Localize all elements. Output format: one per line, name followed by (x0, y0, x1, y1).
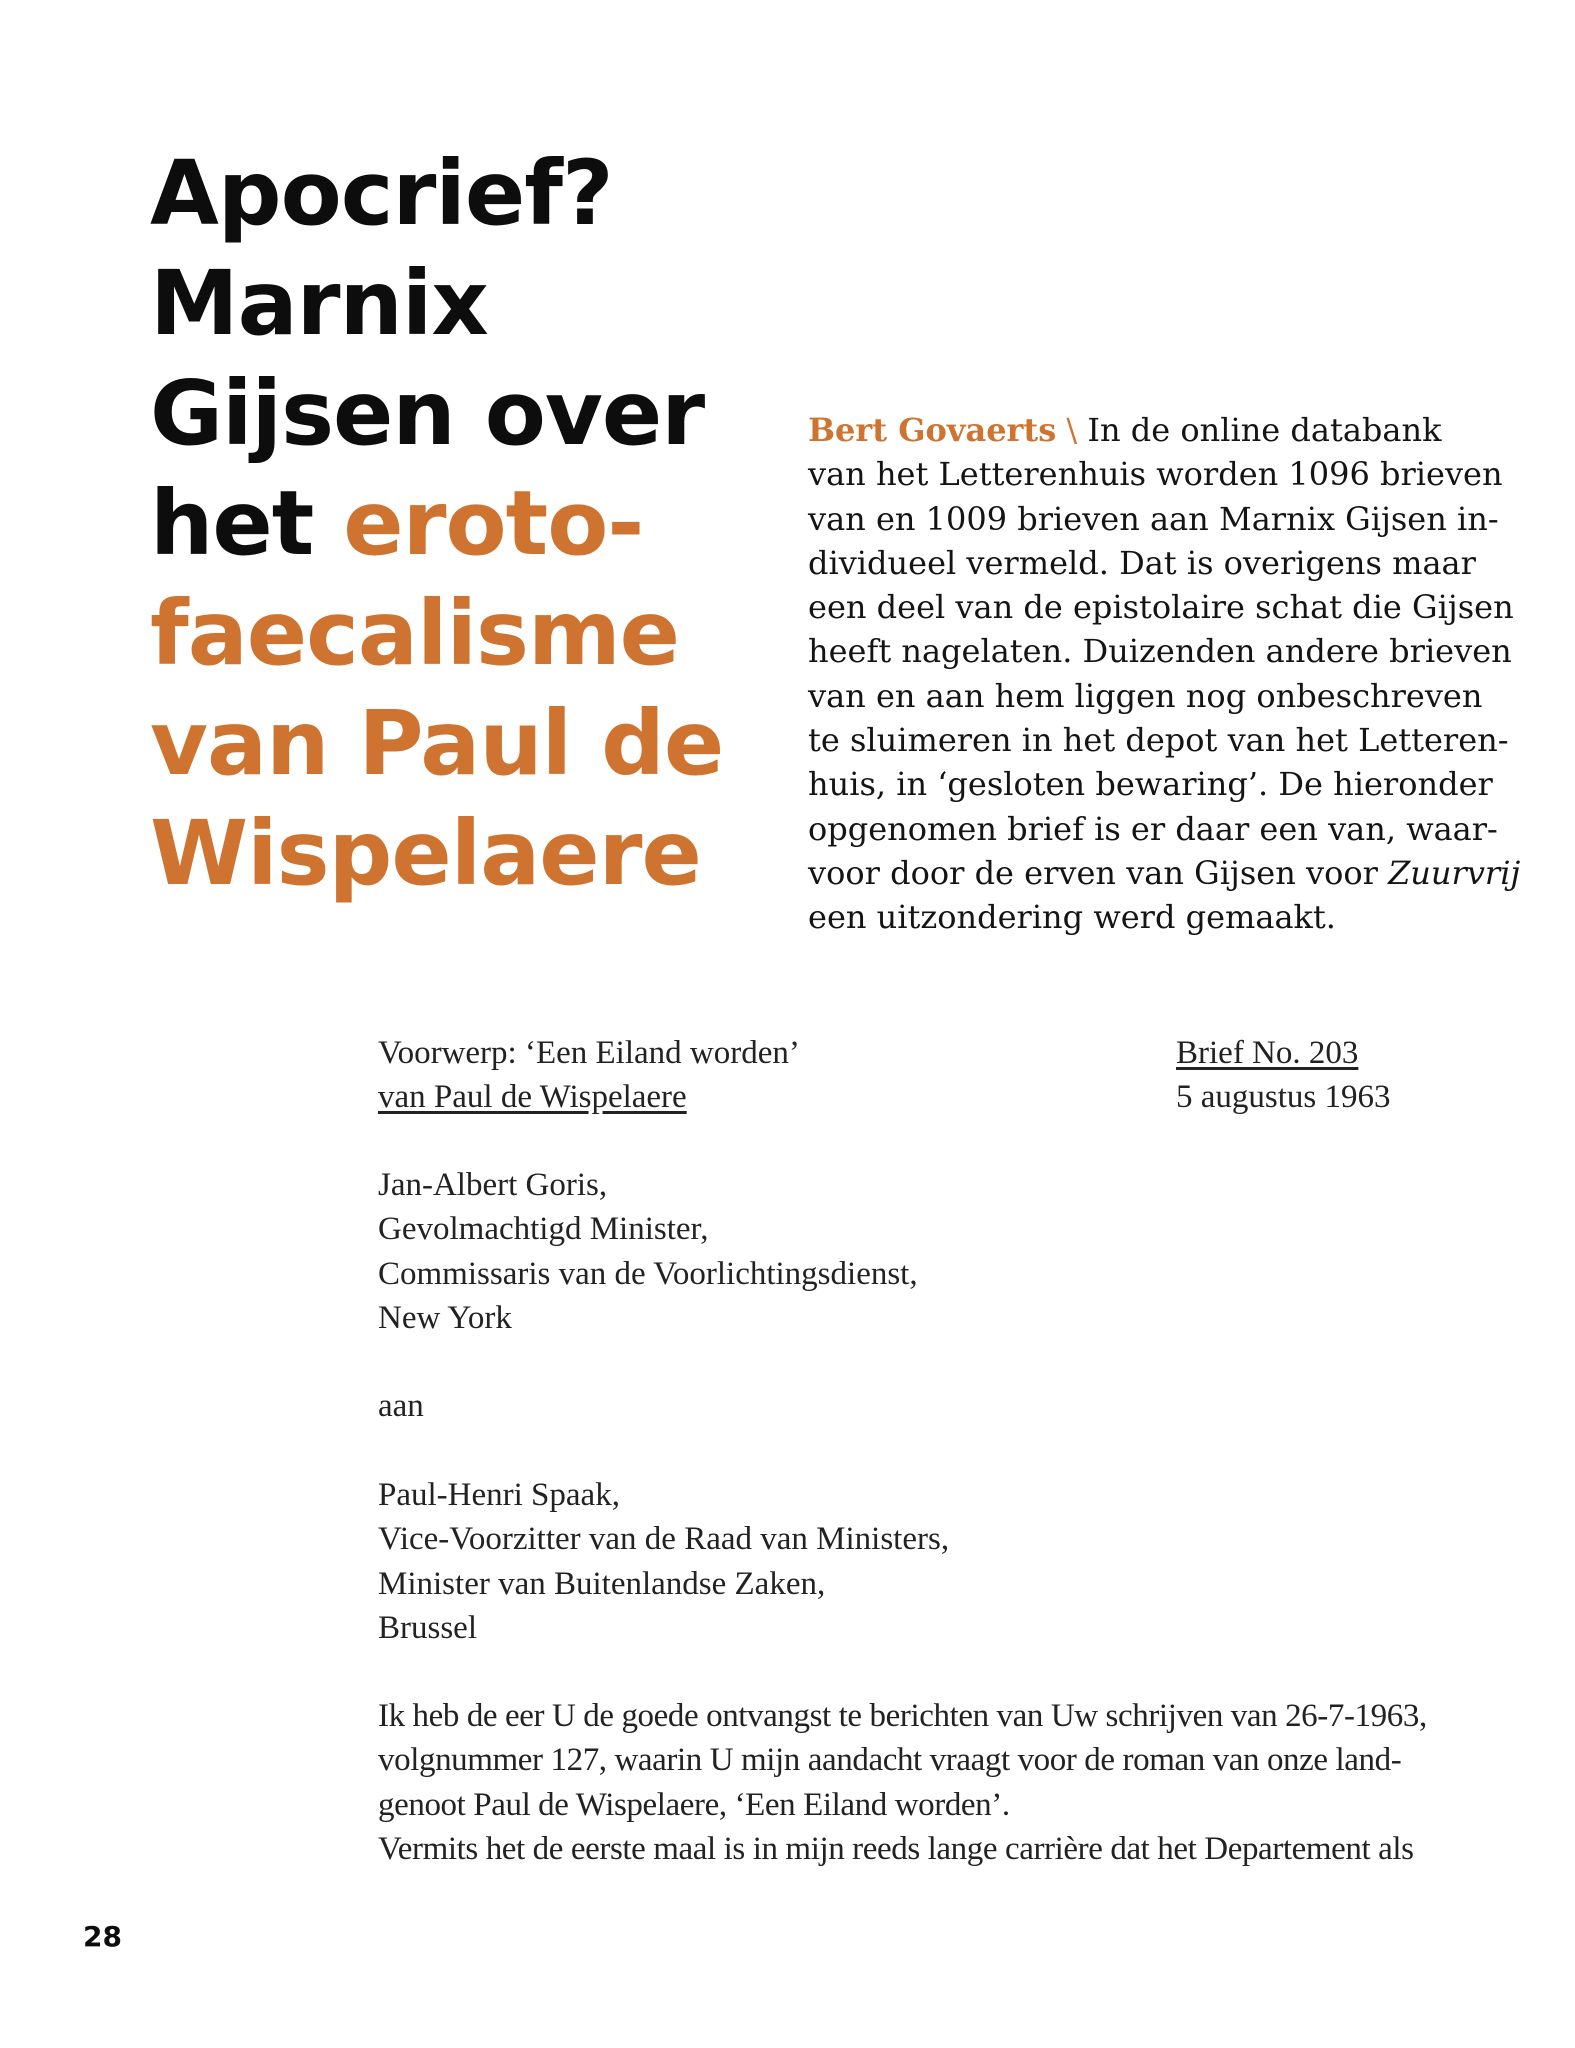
intro-line: van het Letterenhuis worden 1096 brieven (808, 455, 1503, 494)
intro-line: te sluimeren in het depot van het Letteren- (808, 721, 1509, 760)
title-line-accent: eroto- (343, 471, 644, 575)
intro-line: heeft nagelaten. Duizenden andere brieven (808, 632, 1512, 671)
letter-aan (378, 1384, 424, 1428)
sender-line: Commissaris van de Voorlichtingsdienst, (378, 1255, 918, 1292)
title-line-accent: faecalisme (150, 581, 680, 685)
letter-meta (1176, 1031, 1391, 1120)
intro-line: een deel van de epistolaire schat die Gijsen (808, 588, 1514, 627)
letter-subject (378, 1031, 800, 1120)
recipient-line: Minister van Buitenlandse Zaken, (378, 1565, 826, 1602)
intro-line (808, 851, 1521, 895)
sender-line: Jan-Albert Goris, (378, 1167, 608, 1203)
author-name: Bert Govaerts (808, 411, 1057, 449)
intro-text: voor door de erven van Gijsen voor (808, 853, 1389, 892)
intro-line: opgenomen brief is er daar een van, waar- (808, 809, 1498, 848)
title-line (150, 468, 710, 578)
letter-recipient (378, 1473, 949, 1650)
letter-body (378, 1694, 1427, 1871)
intro-line: van en aan hem liggen nog onbeschreven (808, 676, 1483, 715)
letter-sender (378, 1163, 918, 1340)
brief-number: Brief No. 203 (1176, 1035, 1359, 1071)
recipient-line: Vice-Voorzitter van de Raad van Ministers, (378, 1521, 950, 1558)
author-separator: \ (1056, 411, 1088, 449)
title-line-accent: van Paul de (150, 691, 724, 795)
page-number: 28 (83, 1920, 122, 1953)
article-title (150, 138, 724, 908)
title-line: Gijsen over (150, 361, 705, 465)
publication-name: Zuurvrij (1388, 853, 1521, 892)
recipient-line: Paul-Henri Spaak, (378, 1477, 620, 1513)
intro-paragraph (808, 408, 1521, 940)
title-line: Marnix (150, 251, 488, 355)
recipient-line: Brussel (378, 1609, 477, 1646)
sender-line: New York (378, 1299, 512, 1336)
subject-line: Voorwerp: ‘Een Eiland worden’ (378, 1035, 800, 1071)
letter-date: 5 augustus 1963 (1176, 1079, 1391, 1116)
intro-line (808, 408, 1442, 452)
body-line: Vermits het de eerste maal is in mijn reeds lange carrière dat het Departement als (378, 1830, 1414, 1867)
intro-line: van en 1009 brieven aan Marnix Gijsen in- (808, 499, 1499, 538)
body-line: genoot Paul de Wispelaere, ‘Een Eiland worden’. (378, 1786, 1010, 1823)
aan-text: aan (378, 1388, 424, 1424)
subject-line: van Paul de Wispelaere (378, 1079, 687, 1116)
intro-line: dividueel vermeld. Dat is overigens maar (808, 543, 1476, 582)
intro-line: een uitzondering werd gemaakt. (808, 898, 1336, 937)
title-line-plain: het (150, 471, 344, 575)
intro-text: In de online databank (1087, 411, 1442, 449)
title-line-accent: Wispelaere (150, 801, 701, 905)
sender-line: Gevolmachtigd Minister, (378, 1211, 709, 1248)
body-line: volgnummer 127, waarin U mijn aandacht vraagt voor de roman van onze land- (378, 1742, 1402, 1779)
title-line: Apocrief? (150, 141, 613, 245)
intro-line: huis, in ‘gesloten bewaring’. De hieronder (808, 765, 1493, 804)
body-line: Ik heb de eer U de goede ontvangst te berichten van Uw schrijven van 26-7-1963, (378, 1698, 1427, 1734)
